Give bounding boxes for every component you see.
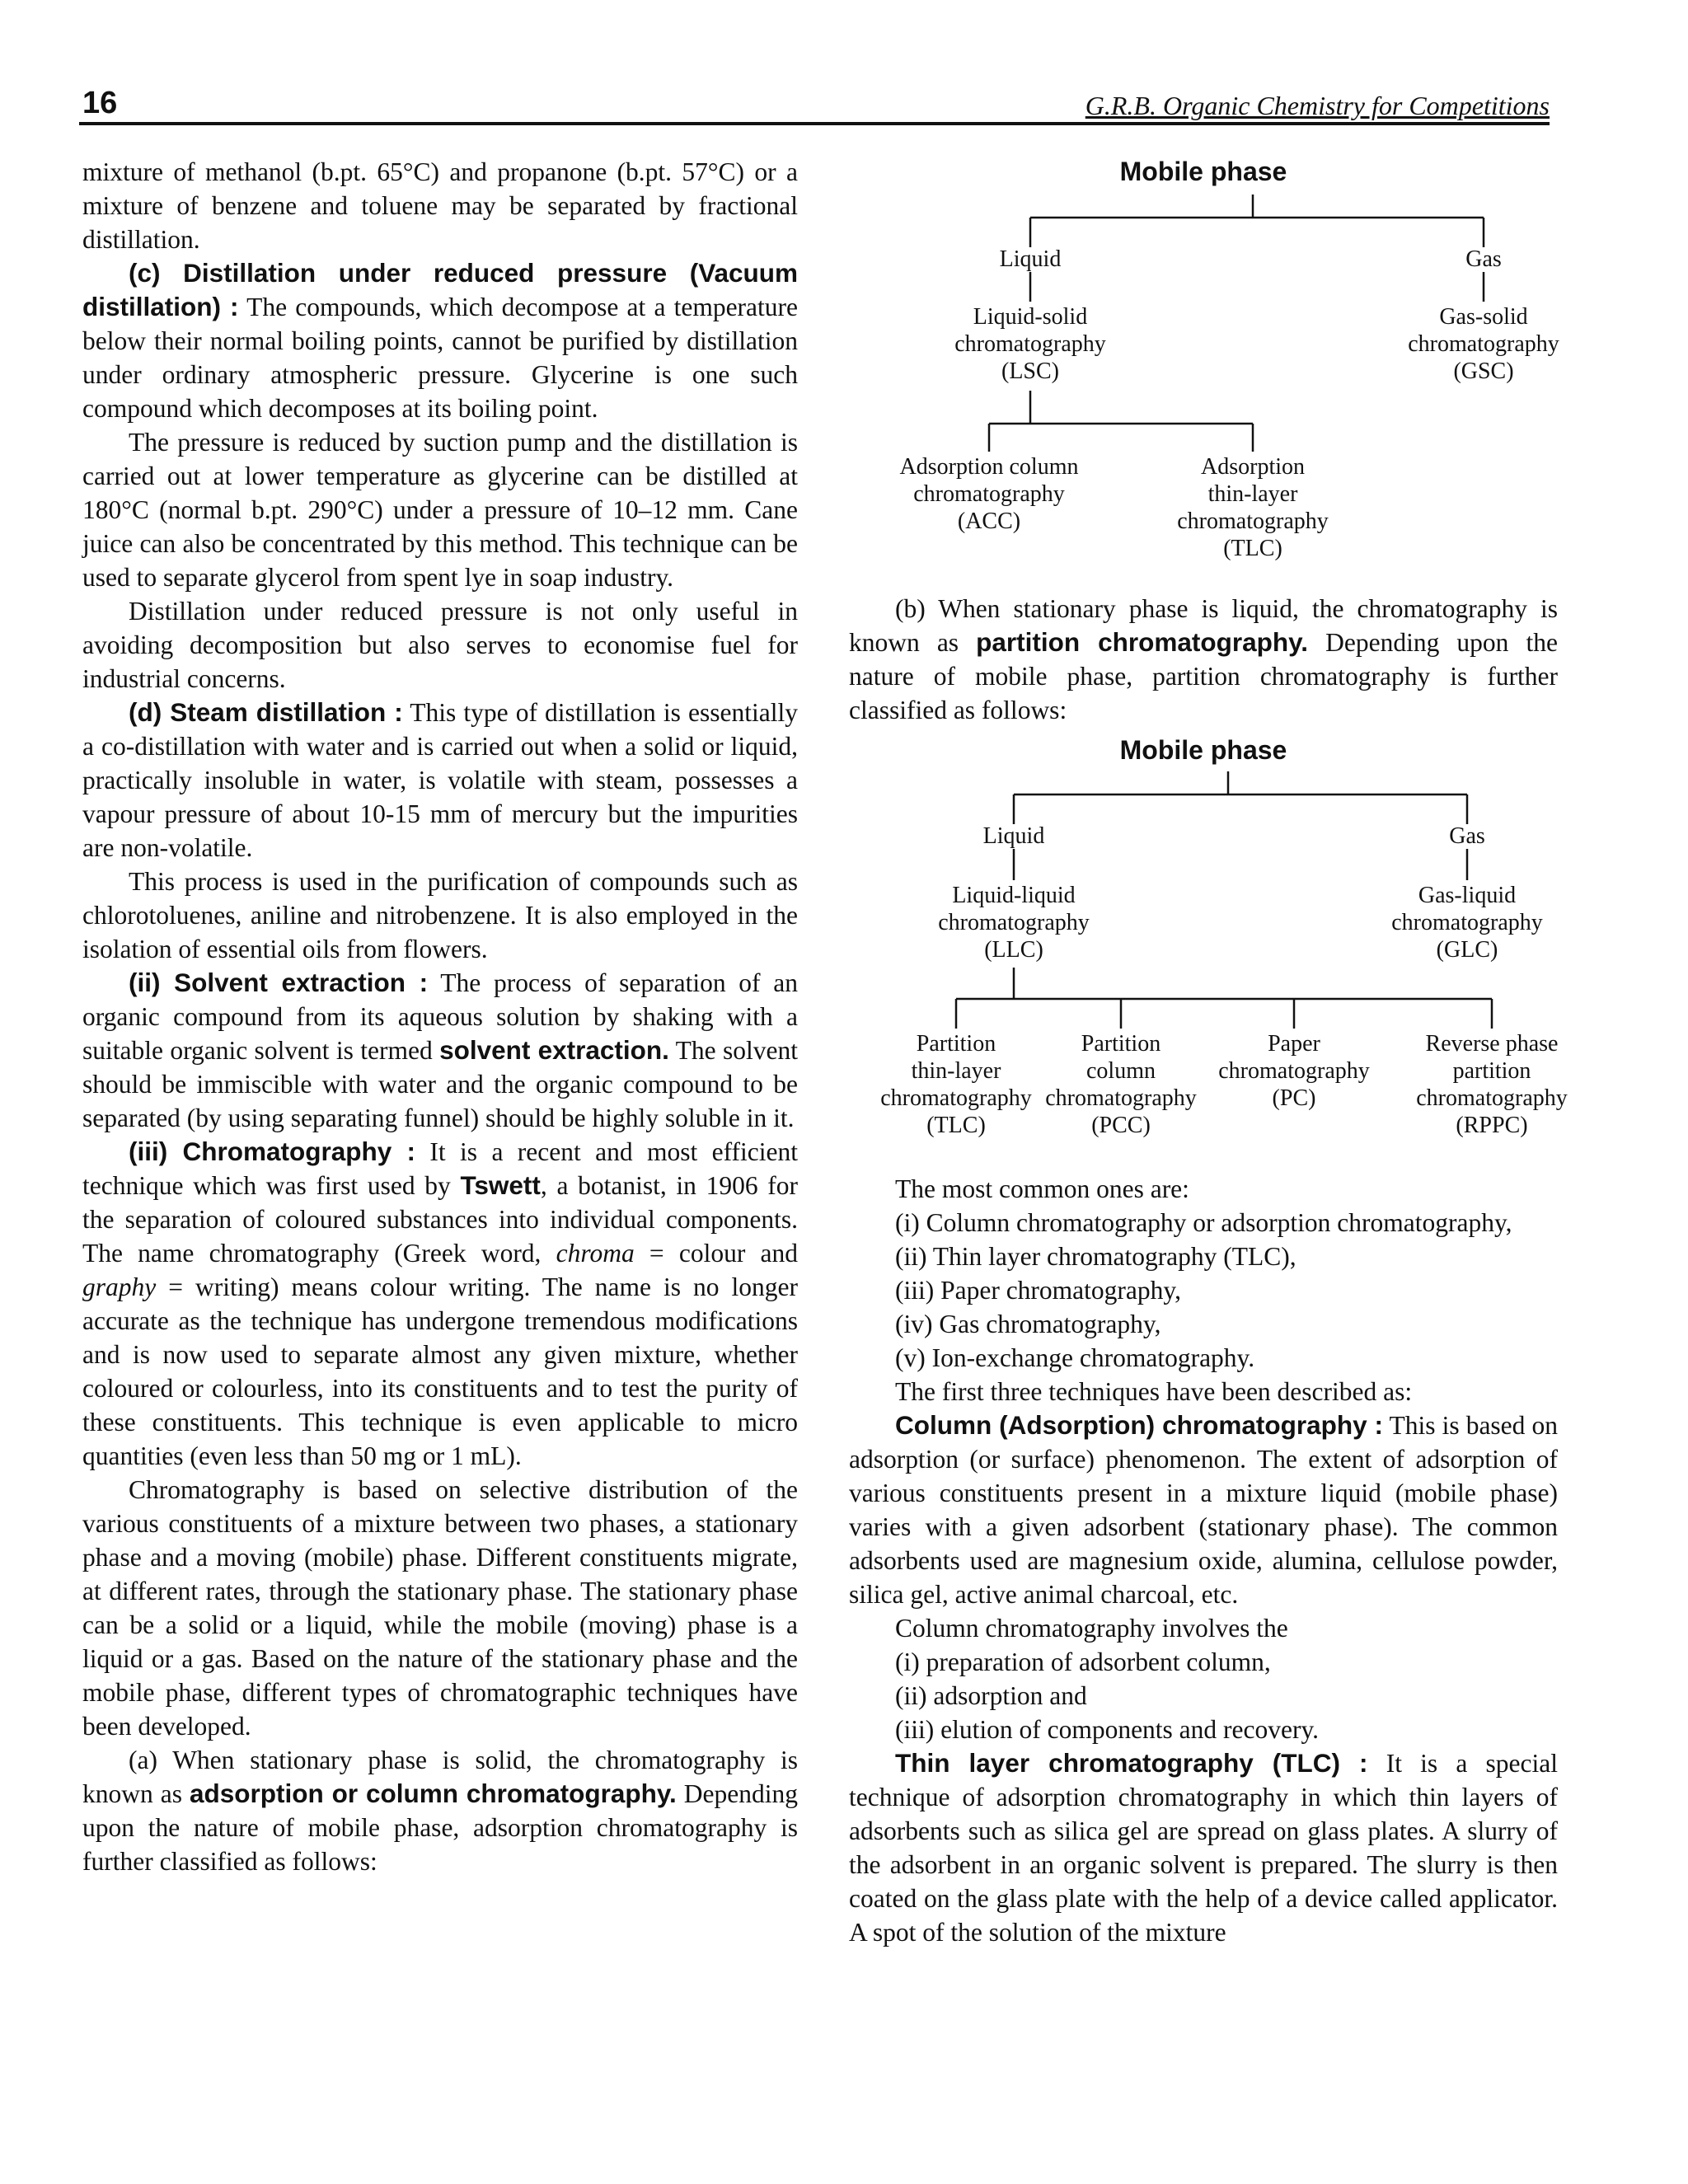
heading-column-chromatography: Column (Adsorption) chromatography : — [895, 1410, 1384, 1440]
heading-tlc: Thin layer chromatography (TLC) : — [895, 1748, 1368, 1778]
node-lsc — [954, 303, 1106, 385]
node-glc-line: (GLC) — [1436, 937, 1498, 963]
heading-chromatography: (iii) Chromatography : — [129, 1137, 416, 1166]
paragraph-selective-distribution: Chromatography is based on selective distribution of the various constituents of a mixture between two phases, a stationary phase and a moving (mobile) phase. Different constituents migrate, at different rates, through the stationary phase. The stationary phase can be a solid or a liquid, while the mobile (moving) phase is a liquid or a gas. Based on the nature of the stationary phase and the mobile phase, different types of chromatographic techniques have been developed. — [82, 1475, 798, 1741]
paragraph-adsorption — [82, 1743, 798, 1878]
text-solvent-extraction-2: The solvent should be immiscible with water and the organic compound to be separated (by using separating funnel) should be highly soluble in it. — [82, 1036, 798, 1132]
node-rppc — [1416, 1030, 1568, 1139]
text-adsorption-2: Depending upon the nature of mobile phase, adsorption chromatography is further classified as follows: — [82, 1779, 798, 1876]
list-item: (ii) Thin layer chromatography (TLC), — [895, 1242, 1296, 1271]
node-pcc — [1045, 1030, 1197, 1139]
node-acc-line: (ACC) — [957, 509, 1021, 534]
text-chromatography: It is a recent and most efficient technique which was first used by — [82, 1137, 798, 1200]
node-rppc-line: chromatography — [1416, 1085, 1568, 1111]
paragraph-fractional: mixture of methanol (b.pt. 65°C) and propanone (b.pt. 57°C) or a mixture of benzene and toluene may be separated by fractional distillation. — [82, 157, 798, 254]
list-item: (i) Column chromatography or adsorption chromatography, — [895, 1208, 1512, 1237]
node-gsc — [1408, 303, 1559, 385]
text-adsorption: (a) When stationary phase is solid, the chromatography is known as — [82, 1746, 798, 1808]
node-pc-line: (PC) — [1272, 1085, 1316, 1111]
node-gsc-line: chromatography — [1408, 331, 1559, 357]
text-column-chromatography: This is based on adsorption (or surface) phenomenon. The extent of adsorption of various constituents present in a mixture liquid (mobile phase) varies with a given adsorbent (stationary phase). The common adsorbents used are magnesium oxide, alumina, cellulose powder, silica gel, active animal charcoal, etc. — [849, 1411, 1558, 1609]
node-pcc-line: column — [1086, 1058, 1156, 1084]
node-llc-line: (LLC) — [984, 937, 1043, 963]
header-rule — [79, 122, 1550, 125]
word-graphy: graphy — [82, 1272, 157, 1301]
left-column — [82, 155, 798, 1878]
node-ptlc-line: chromatography — [880, 1085, 1032, 1111]
node-ptlc-line: (TLC) — [926, 1113, 986, 1138]
node-ptlc-line: thin-layer — [911, 1058, 1001, 1084]
diagram-title: Mobile phase — [1119, 157, 1287, 186]
node-glc-line: chromatography — [1391, 910, 1543, 935]
node-tlc-line: thin-layer — [1207, 481, 1298, 507]
diagram-title: Mobile phase — [1119, 735, 1287, 765]
text-vacuum-distillation: The compounds, which decompose at a temperature below their normal boiling points, cannot be purified by distillation under ordinary atmospheric pressure. Glycerine is one such compound which decomposes at its boiling point. — [82, 293, 798, 423]
node-gsc-line: Gas-solid — [1439, 304, 1528, 330]
partition-classification-diagram — [849, 727, 1568, 1172]
node-llc-line: chromatography — [938, 910, 1090, 935]
term-partition-chromatography: partition chromatography. — [976, 627, 1309, 657]
text-chromatography-4: = writing) means colour writing. The name is no longer accurate as the technique has undergone tremendous modifications and is now used to separate almost any given mixture, whether coloured or colourless, into its constituents and to test the purity of these constituents. This technique is even applicable to micro quantities (even less than 50 mg or 1 mL). — [82, 1272, 798, 1470]
paragraph-pressure: The pressure is reduced by suction pump and the distillation is carried out at lower temperature as glycerine can be distilled at 180°C (normal b.pt. 290°C) under a pressure of 10–12 mm. Cane juice can also be concentrated by this method. This technique can be used to separate glycerol from spent lye in soap industry. — [82, 428, 798, 592]
term-adsorption-column: adsorption or column chromatography. — [189, 1779, 677, 1808]
node-acc — [900, 453, 1079, 535]
paragraph-steam-distillation — [82, 696, 798, 865]
heading-solvent-extraction: (ii) Solvent extraction : — [129, 968, 429, 997]
node-acc-line: Adsorption column — [899, 454, 1079, 480]
term-solvent-extraction: solvent extraction. — [439, 1035, 669, 1065]
text-partition-2: Depending upon the nature of mobile phase, partition chromatography is further classified as follows: — [849, 628, 1558, 724]
word-chroma: chroma — [556, 1239, 635, 1268]
text-chromatography-2: , a botanist, in 1906 for the separation of coloured substances into individual components. The name chromatography (Greek word, — [82, 1171, 798, 1268]
text-solvent-extraction: The process of separation of an organic compound from its aqueous solution by shaking with a suitable organic solvent is termed — [82, 968, 798, 1065]
node-lsc-line: Liquid-solid — [973, 304, 1088, 330]
text-chromatography-3: = colour and — [634, 1239, 798, 1268]
paragraph-reduced-pressure: Distillation under reduced pressure is not only useful in avoiding decomposition but also serves to economise fuel for industrial concerns. — [82, 597, 798, 693]
paragraph-solvent-extraction — [82, 966, 798, 1135]
node-adsorption-tlc — [1177, 453, 1329, 562]
paragraph-vacuum-distillation — [82, 256, 798, 425]
text-tlc: It is a special technique of adsorption chromatography in which thin layers of adsorbents such as silica gel are spread on glass plates. A slurry of the adsorbent in an organic solvent is prepared. The slurry is then coated on the glass plate with the help of a device called applicator. A spot of the solution of the mixture — [849, 1749, 1558, 1947]
node-gsc-line: (GSC) — [1453, 359, 1514, 384]
node-ptlc-line: Partition — [916, 1031, 996, 1057]
paragraph-chromatography — [82, 1135, 798, 1473]
node-acc-line: chromatography — [913, 481, 1065, 507]
node-llc-line: Liquid-liquid — [952, 883, 1076, 908]
list-item: (iii) elution of components and recovery. — [895, 1715, 1320, 1744]
right-column — [849, 155, 1568, 1949]
name-tswett: Tswett — [460, 1170, 541, 1200]
paragraph-column-chromatography — [849, 1408, 1558, 1611]
paragraph-first-three: The first three techniques have been described as: — [895, 1377, 1413, 1406]
node-gas: Gas — [1449, 823, 1485, 849]
paragraph-involves: Column chromatography involves the — [895, 1614, 1288, 1643]
node-pcc-line: (PCC) — [1091, 1113, 1151, 1138]
node-pc — [1218, 1030, 1370, 1112]
node-pcc-line: chromatography — [1045, 1085, 1197, 1111]
text-steam-distillation: This type of distillation is essentially a co-distillation with water and is carried out when a solid or liquid, practically insoluble in water, is volatile with steam, possesses a vapour pressure of about 10-15 mm of mercury but the impurities are non-volatile. — [82, 698, 798, 862]
node-llc — [938, 882, 1090, 963]
node-glc-line: Gas-liquid — [1418, 883, 1517, 908]
node-tlc-line: Adsorption — [1201, 454, 1305, 480]
node-tlc-line: (TLC) — [1223, 536, 1282, 561]
paragraph-partition — [849, 592, 1558, 727]
list-item: (ii) adsorption and — [895, 1681, 1087, 1710]
node-liquid: Liquid — [982, 823, 1045, 849]
node-rppc-line: Reverse phase — [1425, 1031, 1559, 1057]
list-item: (iv) Gas chromatography, — [895, 1310, 1161, 1338]
list-item: (iii) Paper chromatography, — [895, 1276, 1181, 1305]
node-rppc-line: partition — [1452, 1058, 1531, 1084]
running-header-title: G.R.B. Organic Chemistry for Competitions — [1085, 91, 1550, 120]
paragraph-steam-uses: This process is used in the purification of compounds such as chlorotoluenes, aniline and nitrobenzene. It is also employed in the isolation of essential oils from flowers. — [82, 867, 798, 963]
node-gas: Gas — [1465, 246, 1502, 272]
adsorption-classification-diagram — [849, 155, 1558, 592]
node-rppc-line: (RPPC) — [1456, 1113, 1528, 1138]
node-liquid: Liquid — [999, 246, 1062, 272]
heading-steam-distillation: (d) Steam distillation : — [129, 697, 403, 727]
page-number: 16 — [82, 86, 118, 120]
node-pc-line: chromatography — [1218, 1058, 1370, 1084]
list-item: (v) Ion-exchange chromatography. — [895, 1343, 1255, 1372]
node-tlc-line: chromatography — [1177, 509, 1329, 534]
node-partition-tlc — [880, 1030, 1032, 1139]
node-pcc-line: Partition — [1081, 1031, 1161, 1057]
paragraph-tlc — [849, 1746, 1558, 1949]
paragraph-common-ones: The most common ones are: — [895, 1174, 1189, 1203]
node-pc-line: Paper — [1268, 1031, 1320, 1057]
node-lsc-line: chromatography — [954, 331, 1106, 357]
node-glc — [1391, 882, 1543, 963]
text-partition: (b) When stationary phase is liquid, the chromatography is known as — [849, 594, 1558, 657]
list-item: (i) preparation of adsorbent column, — [895, 1647, 1271, 1676]
heading-vacuum-distillation: (c) Distillation under reduced pressure (Vacuum distillation) : — [82, 258, 798, 321]
node-lsc-line: (LSC) — [1001, 359, 1059, 384]
